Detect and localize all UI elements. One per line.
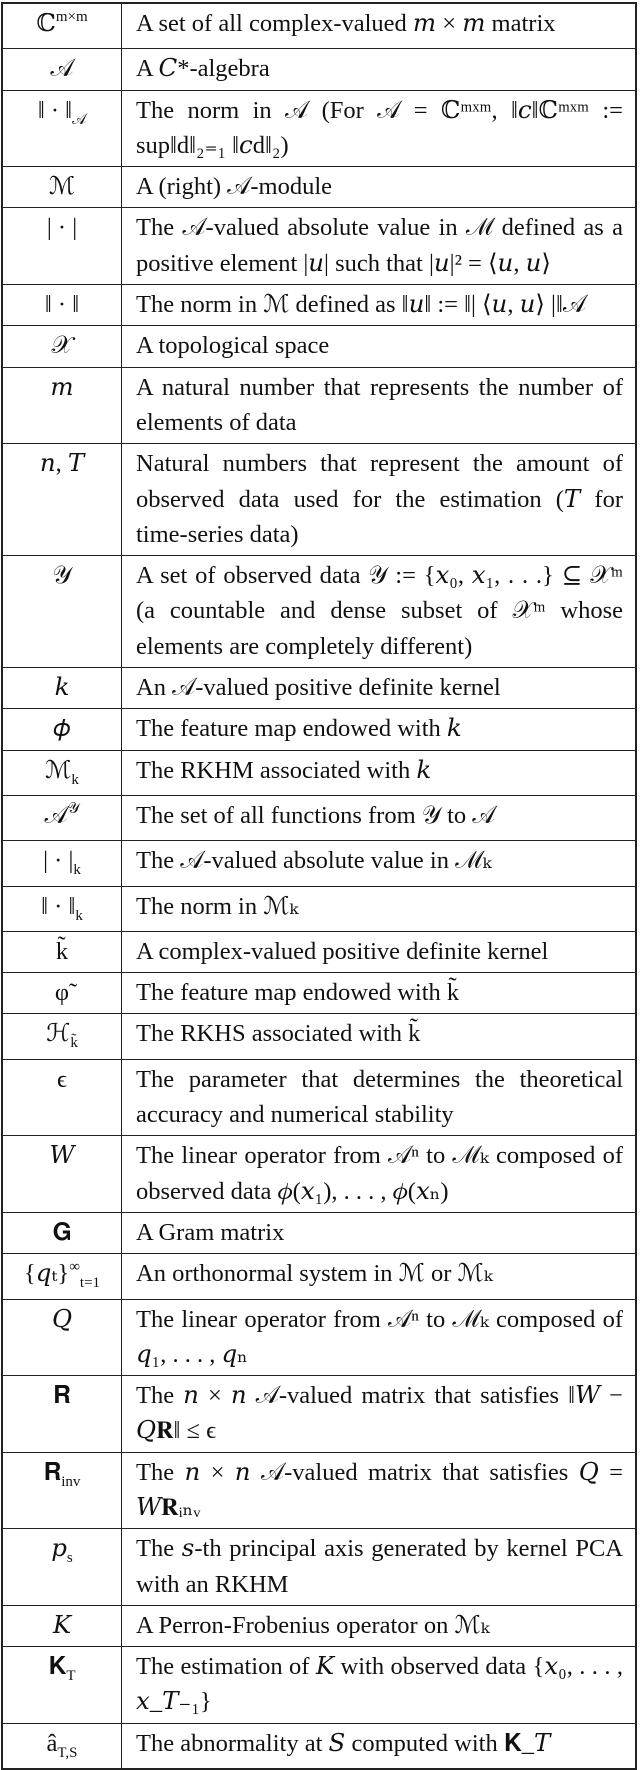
notation-symbol	[2, 841, 122, 886]
symbol-sub: s	[66, 1550, 73, 1567]
notation-description: The norm in 𝒜 (For 𝒜 = ℂᵐˣᵐ, ‖𝑐‖ℂᵐˣᵐ := sup‖d‖₂₌₁ ‖𝑐d‖₂)	[122, 90, 637, 167]
notation-row	[2, 886, 636, 931]
symbol-sub: k	[73, 862, 81, 879]
symbol-main: 𝑘	[54, 674, 70, 702]
notation-symbol	[2, 556, 122, 668]
notation-symbol	[2, 931, 122, 972]
notation-row	[2, 90, 636, 167]
notation-symbol	[2, 750, 122, 795]
notation-row	[2, 1723, 636, 1769]
symbol-main: | · |	[46, 214, 78, 242]
notation-description: The set of all functions from 𝒴 to 𝒜	[122, 795, 637, 840]
notation-symbol	[2, 886, 122, 931]
notation-row	[2, 167, 636, 208]
notation-description: An orthonormal system in ℳ or ℳₖ	[122, 1254, 637, 1299]
symbol-main: 𝐾	[52, 1611, 72, 1639]
notation-symbol	[2, 795, 122, 840]
symbol-main: 𝜙	[53, 715, 71, 743]
symbol-main: ℳ	[48, 173, 76, 201]
notation-row	[2, 1212, 636, 1253]
notation-symbol	[2, 167, 122, 208]
symbol-main: 𝑊	[49, 1142, 75, 1170]
notation-row	[2, 973, 636, 1014]
notation-row	[2, 444, 636, 556]
notation-symbol	[2, 208, 122, 285]
symbol-main: 𝐆	[52, 1218, 72, 1246]
notation-description: The 𝑛 × 𝑛 𝒜-valued matrix that satisfies 𝑄 = 𝑊𝐑ᵢₙᵥ	[122, 1452, 637, 1529]
notation-row	[2, 1059, 636, 1136]
symbol-main: 𝐑	[43, 1458, 62, 1486]
notation-row	[2, 3, 636, 49]
symbol-main: 𝑄	[51, 1305, 73, 1333]
notation-row	[2, 1452, 636, 1529]
notation-symbol	[2, 1212, 122, 1253]
notation-symbol	[2, 1452, 122, 1529]
symbol-sub: t=1	[79, 1275, 101, 1292]
notation-description: The 𝑛 × 𝑛 𝒜-valued matrix that satisfies ‖𝑊 − 𝑄𝐑‖ ≤ ϵ	[122, 1376, 637, 1453]
notation-row	[2, 326, 636, 367]
symbol-main: 𝒜	[44, 801, 68, 829]
notation-row	[2, 1605, 636, 1646]
symbol-main: ‖ · ‖	[37, 96, 72, 124]
symbol-main: ‖ · ‖	[41, 892, 76, 920]
notation-description: The parameter that determines the theoretical accuracy and numerical stability	[122, 1059, 637, 1136]
notation-symbol	[2, 1254, 122, 1299]
notation-description: An 𝒜-valued positive definite kernel	[122, 668, 637, 709]
notation-symbol	[2, 326, 122, 367]
symbol-main: ℂ	[36, 10, 56, 37]
notation-symbol	[2, 3, 122, 49]
notation-symbol	[2, 49, 122, 90]
symbol-sub: k	[75, 907, 83, 924]
symbol-main: â	[46, 1729, 58, 1757]
notation-description: A Gram matrix	[122, 1212, 637, 1253]
notation-row	[2, 49, 636, 90]
symbol-main: 𝐊	[48, 1653, 67, 1681]
notation-description: A set of all complex-valued 𝑚 × 𝑚 matrix	[122, 3, 637, 49]
notation-symbol	[2, 367, 122, 444]
notation-row	[2, 1254, 636, 1299]
notation-symbol	[2, 444, 122, 556]
notation-symbol	[2, 1605, 122, 1646]
notation-symbol	[2, 90, 122, 167]
notation-symbol	[2, 1529, 122, 1606]
symbol-main: 𝐑	[53, 1382, 71, 1410]
notation-symbol	[2, 668, 122, 709]
notation-description: A natural number that represents the number of elements of data	[122, 367, 637, 444]
notation-description: A set of observed data 𝒴 := {𝑥₀, 𝑥₁, . . .} ⊆ 𝒳ᵐ (a countable and dense subset of 𝒳ᵐ whose elements are completely different)	[122, 556, 637, 668]
symbol-sup: ∞	[69, 1259, 80, 1276]
symbol-main: 𝑚	[50, 373, 74, 401]
symbol-main: 𝑛, 𝑇	[39, 450, 85, 478]
symbol-main: 𝒳	[51, 332, 73, 360]
notation-description: The linear operator from 𝒜ⁿ to ℳₖ composed of 𝑞₁, . . . , 𝑞ₙ	[122, 1299, 637, 1376]
notation-table	[1, 2, 637, 1770]
notation-description: A 𝐶*-algebra	[122, 49, 637, 90]
symbol-main: ℋ	[46, 1020, 71, 1048]
notation-symbol	[2, 1723, 122, 1769]
notation-description: The 𝒜-valued absolute value in ℳ defined as a positive element |𝑢| such that |𝑢|² = ⟨𝑢, 𝑢⟩	[122, 208, 637, 285]
notation-row	[2, 1136, 636, 1213]
notation-row	[2, 841, 636, 886]
symbol-main: 𝒴	[52, 562, 72, 590]
notation-description: The abnormality at 𝑆 computed with 𝐊_𝑇	[122, 1723, 637, 1769]
notation-table-body	[2, 3, 636, 1769]
notation-description: A (right) 𝒜-module	[122, 167, 637, 208]
symbol-sub: 𝒜	[71, 111, 87, 128]
notation-description: The linear operator from 𝒜ⁿ to ℳₖ composed of observed data 𝜙(𝑥₁), . . . , 𝜙(𝑥ₙ)	[122, 1136, 637, 1213]
symbol-main: ℳ	[45, 756, 72, 784]
notation-symbol	[2, 1299, 122, 1376]
notation-description: The 𝑠-th principal axis generated by kernel PCA with an RKHM	[122, 1529, 637, 1606]
notation-row	[2, 668, 636, 709]
notation-row	[2, 1647, 636, 1724]
notation-description: A topological space	[122, 326, 637, 367]
notation-description: A Perron-Frobenius operator on ℳₖ	[122, 1605, 637, 1646]
notation-row	[2, 750, 636, 795]
notation-row	[2, 1376, 636, 1453]
notation-row	[2, 795, 636, 840]
notation-row	[2, 709, 636, 750]
notation-description: A complex-valued positive definite kernel	[122, 931, 637, 972]
symbol-main: φ̃	[54, 979, 70, 1007]
notation-description: The RKHM associated with 𝑘	[122, 750, 637, 795]
notation-description: The feature map endowed with 𝑘	[122, 709, 637, 750]
symbol-main: | · |	[43, 847, 74, 875]
notation-description: Natural numbers that represent the amount of observed data used for the estimation (𝑇 for time-series data)	[122, 444, 637, 556]
notation-row	[2, 208, 636, 285]
notation-description: The norm in ℳₖ	[122, 886, 637, 931]
symbol-sub: k̃	[70, 1035, 78, 1052]
symbol-main: k̃	[55, 937, 69, 965]
symbol-sub: T	[66, 1668, 76, 1685]
notation-description: The feature map endowed with k̃	[122, 973, 637, 1014]
notation-symbol	[2, 1376, 122, 1453]
notation-row	[2, 1014, 636, 1059]
symbol-sup: 𝒴	[67, 800, 80, 817]
notation-symbol	[2, 709, 122, 750]
notation-description: The estimation of 𝐾 with observed data {𝑥₀, . . . , 𝑥_𝑇₋₁}	[122, 1647, 637, 1724]
notation-symbol	[2, 973, 122, 1014]
symbol-main: 𝑝	[51, 1535, 67, 1563]
symbol-main: 𝒜	[50, 55, 74, 83]
notation-symbol	[2, 1059, 122, 1136]
symbol-main: {𝑞ₜ}	[23, 1260, 70, 1288]
symbol-main: ‖ · ‖	[44, 291, 80, 319]
notation-symbol	[2, 285, 122, 326]
symbol-main: ϵ	[57, 1065, 67, 1093]
notation-description: The 𝒜-valued absolute value in ℳₖ	[122, 841, 637, 886]
notation-description: The norm in ℳ defined as ‖𝑢‖ := ‖| ⟨𝑢, 𝑢⟩ |‖𝒜	[122, 285, 637, 326]
symbol-sub: T,S	[57, 1744, 78, 1761]
notation-symbol	[2, 1647, 122, 1724]
symbol-sub: inv	[61, 1473, 81, 1490]
notation-row	[2, 1299, 636, 1376]
notation-row	[2, 1529, 636, 1606]
notation-row	[2, 285, 636, 326]
notation-symbol	[2, 1014, 122, 1059]
notation-symbol	[2, 1136, 122, 1213]
notation-row	[2, 367, 636, 444]
notation-row	[2, 556, 636, 668]
symbol-sub: k	[71, 771, 79, 788]
notation-row	[2, 931, 636, 972]
symbol-sup: m×m	[55, 9, 88, 25]
notation-description: The RKHS associated with k̃	[122, 1014, 637, 1059]
